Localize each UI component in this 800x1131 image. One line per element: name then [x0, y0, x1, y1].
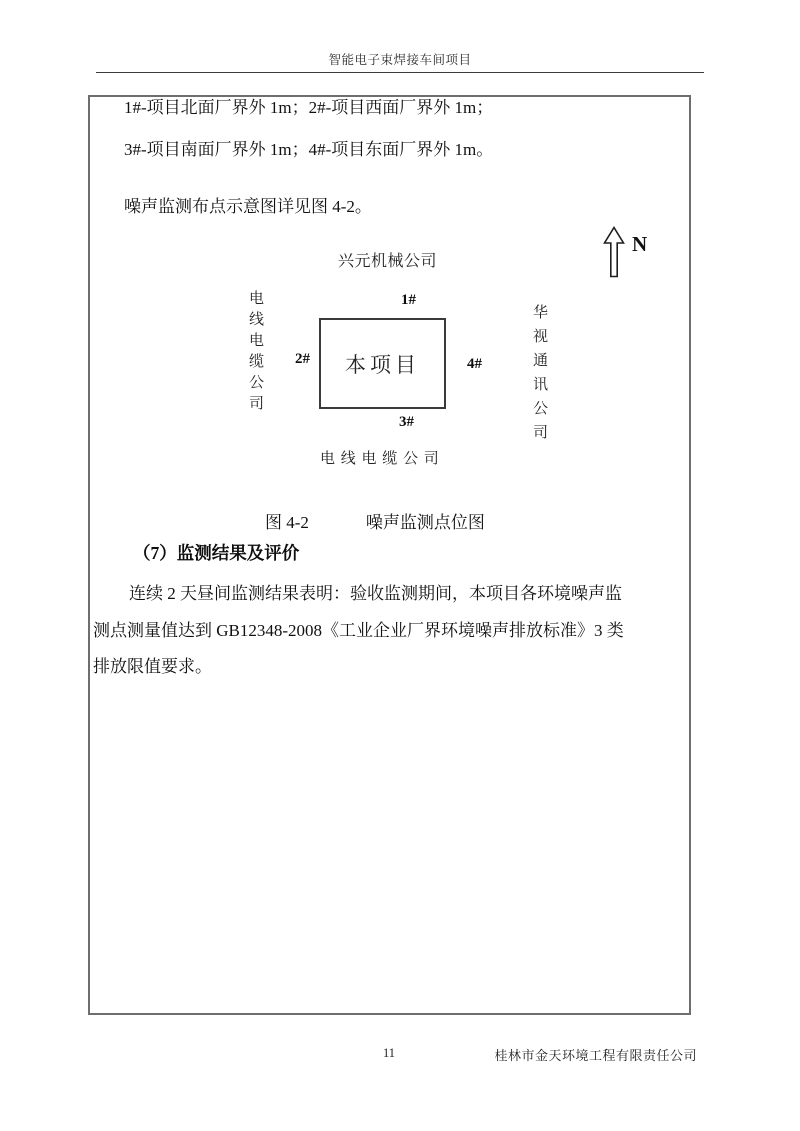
north-label: N: [632, 232, 648, 256]
monitoring-point-line-2: 3#-项目南面厂界外 1m；4#-项目东面厂界外 1m。: [124, 140, 494, 159]
diagram-company-bottom: 电 线 电 缆 公 司: [320, 451, 440, 467]
result-paragraph-line-1: 连续 2 天昼间监测结果表明：验收监测期间，本项目各环境噪声监: [129, 584, 622, 603]
result-paragraph-line-2: 测点测量值达到 GB12348-2008《工业企业厂界环境噪声排放标准》3 类: [93, 621, 624, 640]
figure-reference-line: 噪声监测布点示意图详见图 4-2。: [124, 197, 372, 216]
footer-company: 桂林市金天环境工程有限责任公司: [494, 1048, 697, 1063]
page-number: 11: [382, 1046, 396, 1060]
project-site-label: 本项目: [345, 352, 420, 377]
project-site-box: [319, 318, 446, 409]
result-paragraph-line-3: 排放限值要求。: [93, 657, 212, 676]
monitoring-point-3-label: 3#: [399, 414, 414, 430]
figure-title: 噪声监测点位图: [365, 513, 485, 532]
figure-caption: [265, 508, 485, 533]
figure-number: 图 4-2: [265, 513, 309, 532]
diagram-company-top: 兴元机械公司: [338, 253, 438, 270]
monitoring-point-4-label: 4#: [467, 356, 482, 372]
monitoring-point-line-1: 1#-项目北面厂界外 1m；2#-项目西面厂界外 1m；: [124, 98, 494, 117]
header-title: 智能电子束焊接车间项目: [328, 53, 472, 67]
north-arrow-icon: [602, 226, 626, 278]
monitoring-point-1-label: 1#: [401, 292, 416, 308]
diagram-company-left: 电线电缆公司: [247, 290, 263, 416]
section-heading: （7）监测结果及评价: [133, 543, 300, 563]
monitoring-point-2-label: 2#: [295, 351, 310, 367]
diagram-company-right: 华视通讯公司: [531, 304, 547, 448]
header-rule: [96, 72, 704, 73]
